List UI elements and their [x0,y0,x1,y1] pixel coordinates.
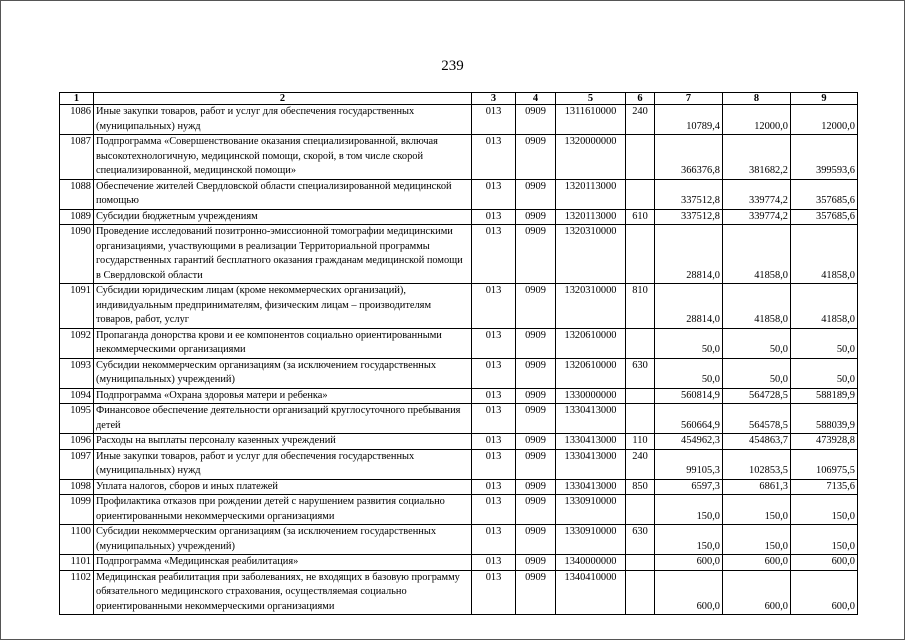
row-number-cell: 1102 [60,570,94,615]
row-name-cell: Субсидии бюджетным учреждениям [94,209,472,225]
expense-type-cell: 630 [626,525,655,555]
amount-year2-cell: 600,0 [723,555,791,571]
amount-year3-cell: 357685,6 [791,209,858,225]
amount-year1-cell: 560814,9 [655,388,723,404]
header-cell: 9 [791,93,858,105]
row-number-cell: 1093 [60,358,94,388]
ministry-code-cell: 013 [472,209,516,225]
row-name-cell: Иные закупки товаров, работ и услуг для обеспечения государственных (муниципальных) нужд [94,105,472,135]
expense-type-cell [626,495,655,525]
ministry-code-cell: 013 [472,555,516,571]
expense-type-cell: 810 [626,284,655,329]
table-row [60,388,858,404]
amount-year1-cell: 454962,3 [655,434,723,450]
amount-year1-cell: 6597,3 [655,479,723,495]
amount-year1-cell: 10789,4 [655,105,723,135]
target-code-cell: 1320113000 [556,209,626,225]
amount-year3-cell: 50,0 [791,358,858,388]
amount-year3-cell: 473928,8 [791,434,858,450]
ministry-code-cell: 013 [472,434,516,450]
page-number: 239 [441,58,464,74]
ministry-code-cell: 013 [472,358,516,388]
row-name-cell: Пропаганда донорства крови и ее компонентов социально ориентированными некоммерческими организациями [94,328,472,358]
section-code-cell: 0909 [516,105,556,135]
section-code-cell: 0909 [516,570,556,615]
ministry-code-cell: 013 [472,525,516,555]
table-row [60,284,858,329]
table-row [60,404,858,434]
row-name-cell: Субсидии некоммерческим организациям (за исключением государственных (муниципальных) учреждений) [94,358,472,388]
amount-year3-cell: 12000,0 [791,105,858,135]
table-row [60,358,858,388]
row-number-cell: 1099 [60,495,94,525]
ministry-code-cell: 013 [472,449,516,479]
header-cell: 4 [516,93,556,105]
amount-year3-cell: 588039,9 [791,404,858,434]
row-number-cell: 1092 [60,328,94,358]
ministry-code-cell: 013 [472,570,516,615]
target-code-cell: 1320310000 [556,284,626,329]
ministry-code-cell: 013 [472,135,516,180]
amount-year2-cell: 12000,0 [723,105,791,135]
expense-type-cell [626,135,655,180]
table-row [60,105,858,135]
amount-year1-cell: 560664,9 [655,404,723,434]
row-number-cell: 1091 [60,284,94,329]
row-name-cell: Подпрограмма «Охрана здоровья матери и ребенка» [94,388,472,404]
ministry-code-cell: 013 [472,179,516,209]
amount-year3-cell: 50,0 [791,328,858,358]
amount-year2-cell: 564728,5 [723,388,791,404]
ministry-code-cell: 013 [472,284,516,329]
amount-year2-cell: 102853,5 [723,449,791,479]
expense-type-cell: 630 [626,358,655,388]
expense-type-cell: 610 [626,209,655,225]
row-number-cell: 1098 [60,479,94,495]
section-code-cell: 0909 [516,434,556,450]
amount-year3-cell: 41858,0 [791,225,858,284]
ministry-code-cell: 013 [472,105,516,135]
section-code-cell: 0909 [516,388,556,404]
row-name-cell: Уплата налогов, сборов и иных платежей [94,479,472,495]
header-cell: 1 [60,93,94,105]
row-number-cell: 1096 [60,434,94,450]
row-name-cell: Финансовое обеспечение деятельности организаций круглосуточного пребывания детей [94,404,472,434]
amount-year3-cell: 600,0 [791,570,858,615]
table-row [60,434,858,450]
section-code-cell: 0909 [516,479,556,495]
amount-year1-cell: 99105,3 [655,449,723,479]
amount-year1-cell: 600,0 [655,570,723,615]
section-code-cell: 0909 [516,525,556,555]
target-code-cell: 1340000000 [556,555,626,571]
row-number-cell: 1089 [60,209,94,225]
ministry-code-cell: 013 [472,225,516,284]
table-row [60,555,858,571]
table-row [60,449,858,479]
amount-year3-cell: 150,0 [791,495,858,525]
section-code-cell: 0909 [516,135,556,180]
row-number-cell: 1090 [60,225,94,284]
ministry-code-cell: 013 [472,479,516,495]
budget-table [59,92,858,615]
row-name-cell: Обеспечение жителей Свердловской области специализированной медицинской помощью [94,179,472,209]
amount-year2-cell: 381682,2 [723,135,791,180]
row-number-cell: 1097 [60,449,94,479]
amount-year1-cell: 28814,0 [655,225,723,284]
section-code-cell: 0909 [516,404,556,434]
table-row [60,570,858,615]
section-code-cell: 0909 [516,328,556,358]
section-code-cell: 0909 [516,358,556,388]
amount-year2-cell: 564578,5 [723,404,791,434]
amount-year1-cell: 366376,8 [655,135,723,180]
target-code-cell: 1330413000 [556,404,626,434]
amount-year3-cell: 41858,0 [791,284,858,329]
target-code-cell: 1330910000 [556,495,626,525]
row-number-cell: 1101 [60,555,94,571]
section-code-cell: 0909 [516,209,556,225]
amount-year3-cell: 7135,6 [791,479,858,495]
row-number-cell: 1088 [60,179,94,209]
row-name-cell: Иные закупки товаров, работ и услуг для обеспечения государственных (муниципальных) нужд [94,449,472,479]
expense-type-cell [626,328,655,358]
amount-year2-cell: 150,0 [723,495,791,525]
expense-type-cell [626,404,655,434]
amount-year3-cell: 106975,5 [791,449,858,479]
amount-year3-cell: 399593,6 [791,135,858,180]
table-row [60,135,858,180]
ministry-code-cell: 013 [472,328,516,358]
target-code-cell: 1340410000 [556,570,626,615]
amount-year2-cell: 50,0 [723,328,791,358]
table-row [60,328,858,358]
header-cell: 5 [556,93,626,105]
amount-year2-cell: 6861,3 [723,479,791,495]
header-cell: 8 [723,93,791,105]
amount-year2-cell: 454863,7 [723,434,791,450]
row-name-cell: Подпрограмма «Совершенствование оказания специализированной, включая высокотехнологичную, медицинской помощи, скорой, в том числе скорой специализированной, медицинской помощи» [94,135,472,180]
table-row [60,479,858,495]
row-name-cell: Подпрограмма «Медицинская реабилитация» [94,555,472,571]
section-code-cell: 0909 [516,284,556,329]
amount-year2-cell: 339774,2 [723,179,791,209]
amount-year1-cell: 150,0 [655,525,723,555]
ministry-code-cell: 013 [472,388,516,404]
row-name-cell: Субсидии некоммерческим организациям (за исключением государственных (муниципальных) учреждений) [94,525,472,555]
target-code-cell: 1330413000 [556,479,626,495]
amount-year1-cell: 28814,0 [655,284,723,329]
expense-type-cell [626,555,655,571]
amount-year2-cell: 50,0 [723,358,791,388]
row-number-cell: 1086 [60,105,94,135]
amount-year2-cell: 150,0 [723,525,791,555]
target-code-cell: 1320000000 [556,135,626,180]
header-cell: 7 [655,93,723,105]
section-code-cell: 0909 [516,495,556,525]
amount-year1-cell: 50,0 [655,328,723,358]
expense-type-cell [626,179,655,209]
target-code-cell: 1330000000 [556,388,626,404]
row-name-cell: Расходы на выплаты персоналу казенных учреждений [94,434,472,450]
section-code-cell: 0909 [516,449,556,479]
expense-type-cell: 110 [626,434,655,450]
target-code-cell: 1311610000 [556,105,626,135]
expense-type-cell: 240 [626,449,655,479]
amount-year3-cell: 600,0 [791,555,858,571]
header-cell: 2 [94,93,472,105]
target-code-cell: 1320113000 [556,179,626,209]
target-code-cell: 1330413000 [556,449,626,479]
amount-year3-cell: 150,0 [791,525,858,555]
header-cell: 6 [626,93,655,105]
expense-type-cell [626,225,655,284]
ministry-code-cell: 013 [472,495,516,525]
target-code-cell: 1330910000 [556,525,626,555]
row-name-cell: Субсидии юридическим лицам (кроме некоммерческих организаций), индивидуальным предпринимателям, физическим лицам – производителям товаров, работ, услуг [94,284,472,329]
section-code-cell: 0909 [516,179,556,209]
target-code-cell: 1320610000 [556,328,626,358]
row-number-cell: 1094 [60,388,94,404]
target-code-cell: 1320610000 [556,358,626,388]
amount-year1-cell: 600,0 [655,555,723,571]
table-row [60,495,858,525]
amount-year3-cell: 357685,6 [791,179,858,209]
row-number-cell: 1100 [60,525,94,555]
amount-year1-cell: 50,0 [655,358,723,388]
row-name-cell: Профилактика отказов при рождении детей с нарушением развития социально ориентированными некоммерческими организациями [94,495,472,525]
table-row [60,179,858,209]
expense-type-cell [626,388,655,404]
table-body [60,105,858,615]
table-row [60,225,858,284]
amount-year2-cell: 41858,0 [723,284,791,329]
expense-type-cell [626,570,655,615]
table-row [60,209,858,225]
table-header-row [60,93,858,105]
section-code-cell: 0909 [516,225,556,284]
amount-year3-cell: 588189,9 [791,388,858,404]
ministry-code-cell: 013 [472,404,516,434]
section-code-cell: 0909 [516,555,556,571]
row-name-cell: Медицинская реабилитация при заболеваниях, не входящих в базовую программу обязательного медицинского страхования, осуществляемая социально ориентированными некоммерческими организациями [94,570,472,615]
row-number-cell: 1095 [60,404,94,434]
target-code-cell: 1320310000 [556,225,626,284]
row-name-cell: Проведение исследований позитронно-эмиссионной томографии медицинскими организациями, участвующими в реализации Территориальной программы государственных гарантий бесплатного оказания гражданам медицинской помощи в Свердловской области [94,225,472,284]
row-number-cell: 1087 [60,135,94,180]
amount-year2-cell: 600,0 [723,570,791,615]
expense-type-cell: 850 [626,479,655,495]
amount-year2-cell: 339774,2 [723,209,791,225]
amount-year1-cell: 337512,8 [655,209,723,225]
amount-year1-cell: 337512,8 [655,179,723,209]
amount-year2-cell: 41858,0 [723,225,791,284]
target-code-cell: 1330413000 [556,434,626,450]
table-row [60,525,858,555]
amount-year1-cell: 150,0 [655,495,723,525]
expense-type-cell: 240 [626,105,655,135]
header-cell: 3 [472,93,516,105]
